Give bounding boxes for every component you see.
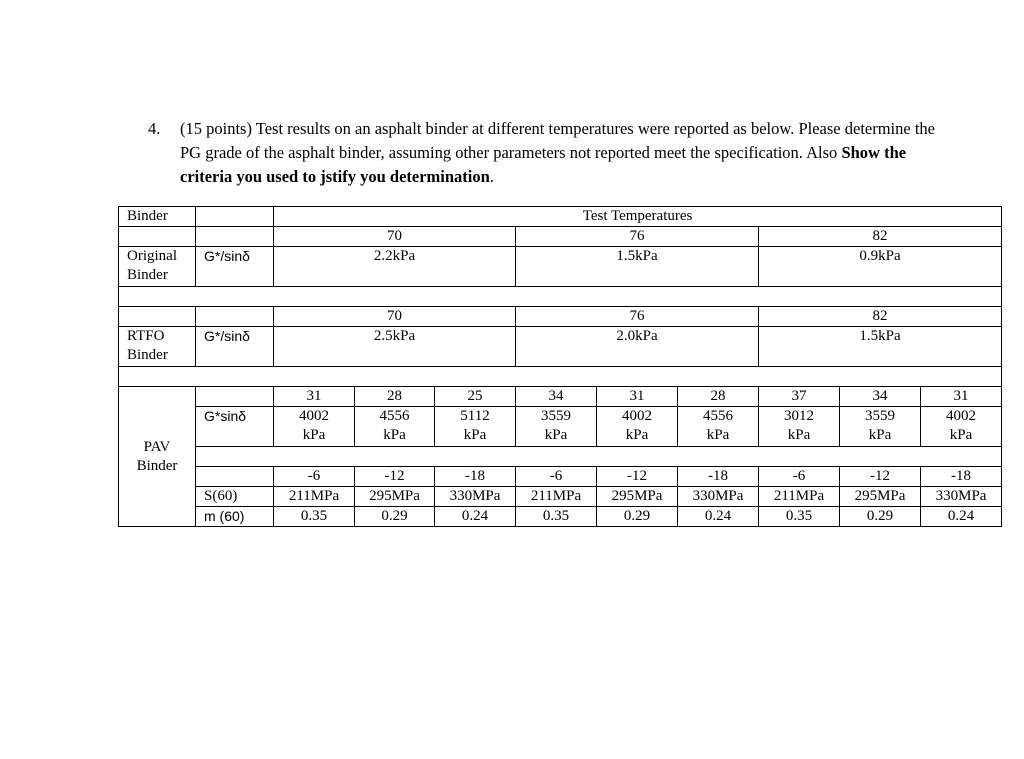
pav-gsin-unit: kPa bbox=[868, 427, 892, 443]
pav-m60-value: 0.29 bbox=[355, 507, 435, 527]
pav-s60-value: 295MPa bbox=[355, 487, 435, 507]
pav-low-temps-row bbox=[119, 467, 1002, 487]
pav-gsin-unit: kPa bbox=[383, 427, 406, 443]
pav-gsin-value: 4556 bbox=[379, 408, 410, 424]
pav-s60-value: 330MPa bbox=[921, 487, 1002, 507]
pav-m60-value: 0.24 bbox=[435, 507, 516, 527]
pav-gsin-temp: 28 bbox=[678, 387, 759, 407]
pav-s60-row bbox=[119, 487, 1002, 507]
original-value-1: 2.2kPa bbox=[274, 247, 516, 287]
empty-cell bbox=[196, 467, 274, 487]
rtfo-param-label: G*/sinδ bbox=[196, 327, 274, 367]
pav-gsin-temp: 34 bbox=[840, 387, 921, 407]
pav-gsin-value: 4556 bbox=[703, 408, 733, 424]
empty-cell bbox=[196, 387, 274, 407]
rtfo-temps-row bbox=[119, 307, 1002, 327]
pav-s60-value: 211MPa bbox=[759, 487, 840, 507]
pav-gsin-unit: kPa bbox=[787, 427, 811, 443]
pav-gsin-temp: 31 bbox=[274, 387, 355, 407]
pav-gsin-unit: kPa bbox=[706, 427, 730, 443]
pav-gsin-unit: kPa bbox=[302, 427, 326, 443]
original-temp-2: 76 bbox=[516, 227, 759, 247]
pav-s60-value: 330MPa bbox=[435, 487, 516, 507]
pav-gsin-param-label: G*sinδ bbox=[196, 407, 274, 447]
pav-s60-value: 295MPa bbox=[840, 487, 921, 507]
original-temp-3: 82 bbox=[759, 227, 1002, 247]
spacer-cell bbox=[119, 367, 1002, 387]
pav-m60-value: 0.29 bbox=[840, 507, 921, 527]
pav-m60-value: 0.35 bbox=[274, 507, 355, 527]
rtfo-temp-3: 82 bbox=[759, 307, 1002, 327]
pav-m60-value: 0.35 bbox=[759, 507, 840, 527]
pav-m60-value: 0.24 bbox=[921, 507, 1002, 527]
pav-gsin-value-cell bbox=[435, 407, 516, 447]
empty-cell bbox=[119, 227, 196, 247]
pav-m60-value: 0.35 bbox=[516, 507, 597, 527]
pav-gsin-value-cell bbox=[274, 407, 355, 447]
binder-header: Binder bbox=[119, 207, 196, 227]
pav-gsin-temp: 37 bbox=[759, 387, 840, 407]
pav-m60-value: 0.24 bbox=[678, 507, 759, 527]
rtfo-temp-2: 76 bbox=[516, 307, 759, 327]
rtfo-temp-1: 70 bbox=[274, 307, 516, 327]
pav-gsin-unit: kPa bbox=[625, 427, 649, 443]
pav-gsin-temp: 28 bbox=[355, 387, 435, 407]
pav-gsin-value-cell bbox=[597, 407, 678, 447]
pav-gsin-value-cell bbox=[355, 407, 435, 447]
original-temp-1: 70 bbox=[274, 227, 516, 247]
pav-gsin-value: 5112 bbox=[460, 408, 490, 424]
pav-gsin-value: 3559 bbox=[541, 408, 571, 424]
original-value-3: 0.9kPa bbox=[759, 247, 1002, 287]
pav-gsin-temp: 34 bbox=[516, 387, 597, 407]
original-values-row bbox=[119, 247, 1002, 287]
pav-gsin-value-cell bbox=[840, 407, 921, 447]
pav-s60-value: 211MPa bbox=[274, 487, 355, 507]
pav-s60-value: 295MPa bbox=[597, 487, 678, 507]
problem-text bbox=[180, 117, 940, 189]
pav-gsin-values-row bbox=[119, 407, 1002, 447]
empty-cell bbox=[196, 307, 274, 327]
test-temperatures-header: Test Temperatures bbox=[274, 207, 1002, 227]
pav-low-temp: -6 bbox=[274, 467, 355, 487]
spacer-cell bbox=[119, 287, 1002, 307]
pav-gsin-value: 3012 bbox=[784, 408, 814, 424]
header-row bbox=[119, 207, 1002, 227]
rtfo-value-1: 2.5kPa bbox=[274, 327, 516, 367]
pav-s60-value: 330MPa bbox=[678, 487, 759, 507]
pav-low-temp: -12 bbox=[355, 467, 435, 487]
pav-low-temp: -18 bbox=[921, 467, 1002, 487]
test-results-table bbox=[118, 206, 1002, 527]
pav-gsin-unit: kPa bbox=[463, 427, 487, 443]
pav-gsin-value-cell bbox=[678, 407, 759, 447]
pav-gsin-temps-row bbox=[119, 387, 1002, 407]
pav-gsin-value: 3559 bbox=[865, 408, 895, 424]
original-value-2: 1.5kPa bbox=[516, 247, 759, 287]
pav-gsin-value-cell bbox=[759, 407, 840, 447]
original-binder-label: Original Binder bbox=[119, 247, 196, 287]
original-param-label: G*/sinδ bbox=[196, 247, 274, 287]
pav-s60-label: S(60) bbox=[196, 487, 274, 507]
pav-spacer-row bbox=[119, 447, 1002, 467]
pav-low-temp: -6 bbox=[759, 467, 840, 487]
empty-cell bbox=[119, 307, 196, 327]
pav-m60-row bbox=[119, 507, 1002, 527]
pav-m60-value: 0.29 bbox=[597, 507, 678, 527]
rtfo-value-2: 2.0kPa bbox=[516, 327, 759, 367]
pav-gsin-value: 4002 bbox=[622, 408, 652, 424]
pav-gsin-value-cell bbox=[516, 407, 597, 447]
pav-s60-value: 211MPa bbox=[516, 487, 597, 507]
pav-low-temp: -6 bbox=[516, 467, 597, 487]
empty-cell bbox=[196, 227, 274, 247]
rtfo-values-row bbox=[119, 327, 1002, 367]
pav-gsin-temp: 25 bbox=[435, 387, 516, 407]
spacer-row bbox=[119, 367, 1002, 387]
pav-low-temp: -18 bbox=[435, 467, 516, 487]
pav-gsin-value: 4002 bbox=[946, 408, 977, 424]
pav-gsin-unit: kPa bbox=[544, 427, 568, 443]
pav-low-temp: -12 bbox=[597, 467, 678, 487]
problem-text-end: . bbox=[489, 167, 494, 186]
spacer-row bbox=[119, 287, 1002, 307]
problem-text-plain: (15 points) Test results on an asphalt binder at different temperatures were reported as below. Please determine the PG grade of the asphalt binder, assuming other parameters not reported meet the specification. Also bbox=[180, 119, 935, 162]
pav-gsin-temp: 31 bbox=[921, 387, 1002, 407]
original-temps-row bbox=[119, 227, 1002, 247]
spacer-cell bbox=[196, 447, 1002, 467]
empty-cell bbox=[196, 207, 274, 227]
pav-gsin-value: 4002 bbox=[299, 408, 329, 424]
rtfo-value-3: 1.5kPa bbox=[759, 327, 1002, 367]
pav-low-temp: -18 bbox=[678, 467, 759, 487]
problem-number: 4. bbox=[148, 119, 161, 138]
pav-gsin-unit: kPa bbox=[949, 427, 973, 443]
problem-text-bold: Show the criteria you used to jstify you determination bbox=[180, 143, 907, 186]
pav-gsin-value-cell bbox=[921, 407, 1002, 447]
pav-low-temp: -12 bbox=[840, 467, 921, 487]
pav-m60-label: m (60) bbox=[196, 507, 274, 527]
pav-gsin-temp: 31 bbox=[597, 387, 678, 407]
pav-binder-label: PAV Binder bbox=[119, 387, 196, 527]
rtfo-binder-label: RTFO Binder bbox=[119, 327, 196, 367]
